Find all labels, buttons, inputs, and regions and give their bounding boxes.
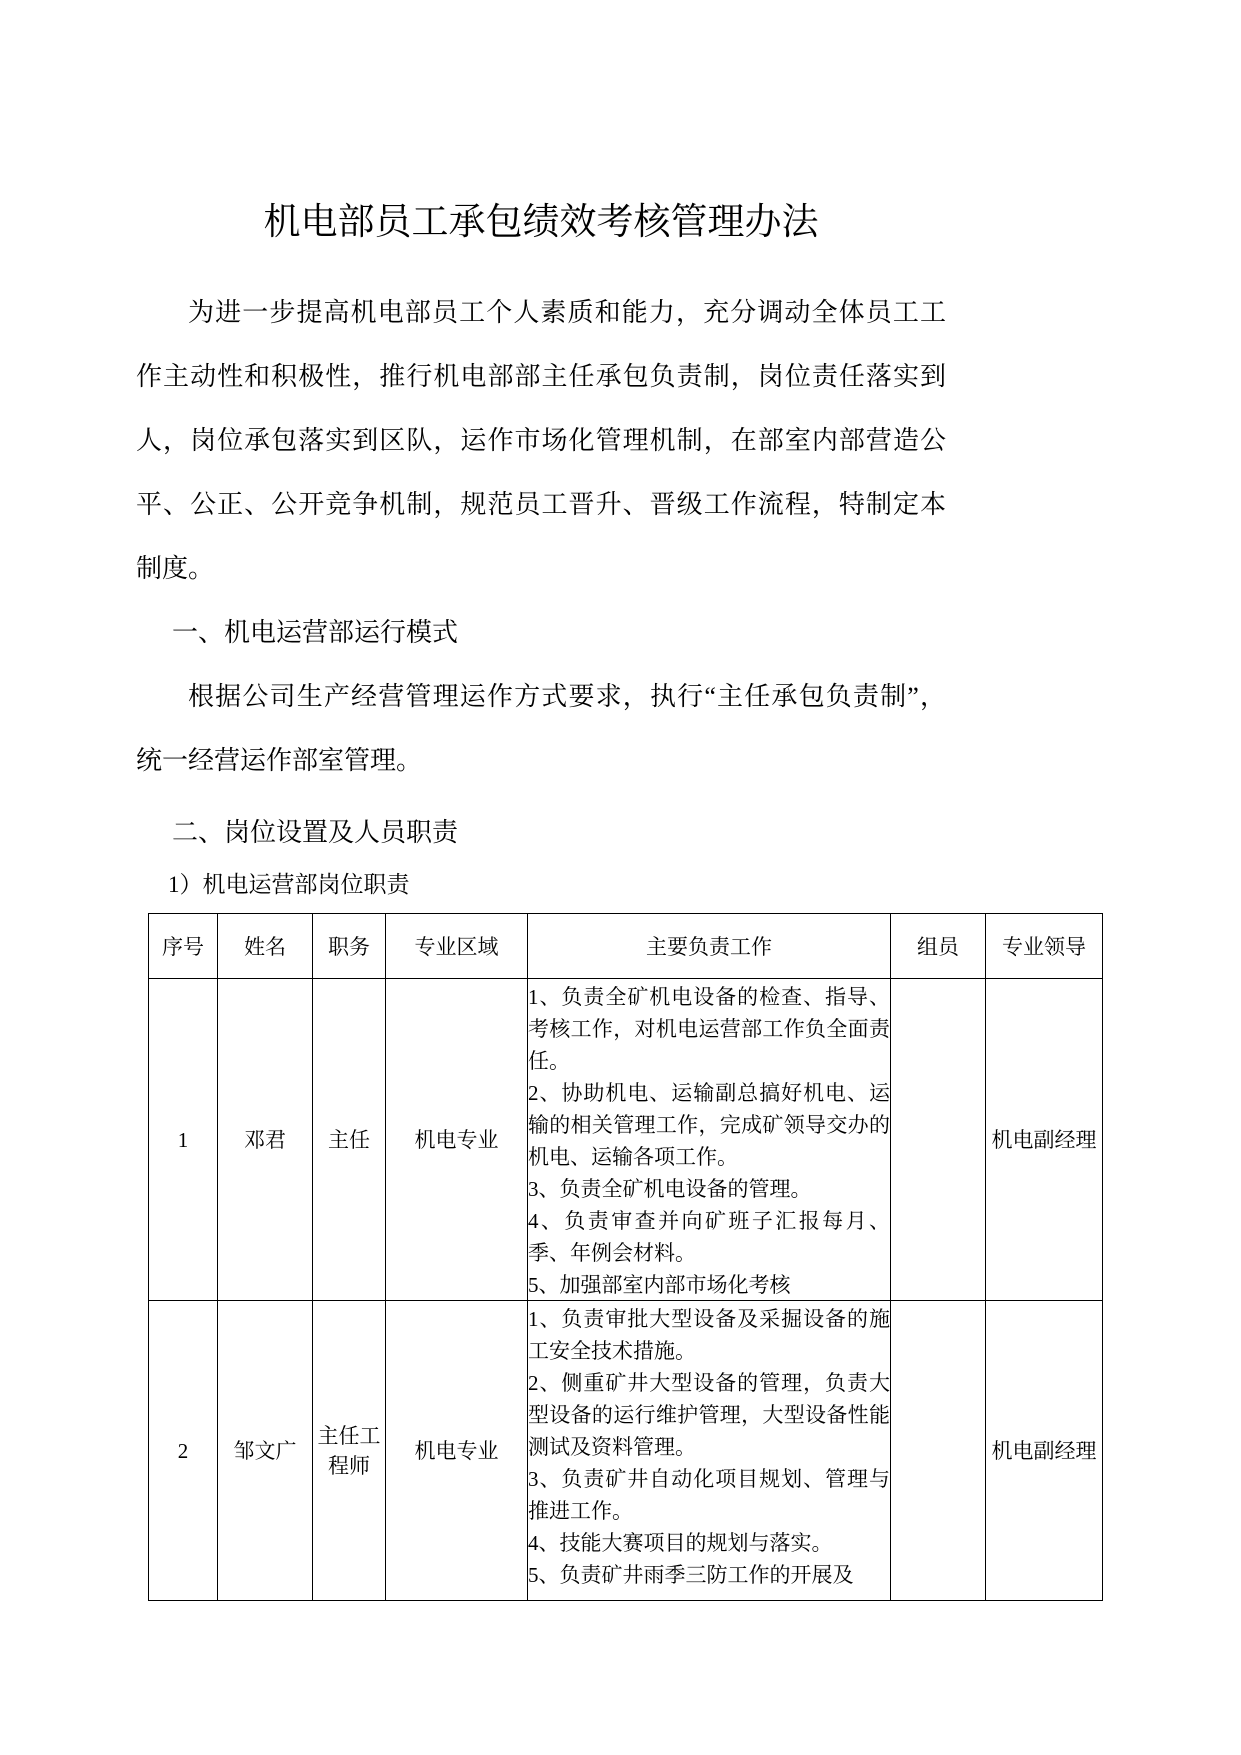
position-duty-table: [148, 913, 1103, 1601]
cell-specialty-area: 机电专业: [386, 979, 528, 1301]
duty-item: 1、负责审批大型设备及采掘设备的施工安全技术措施。: [528, 1306, 890, 1363]
duty-item: 2、侧重矿井大型设备的管理，负责大型设备的运行维护管理，大型设备性能测试及资料管理。: [528, 1370, 890, 1459]
duty-item: 5、负责矿井雨季三防工作的开展及: [528, 1562, 854, 1587]
intro-line: 平、公正、公开竞争机制，规范员工晋升、晋级工作流程，特制定本: [136, 490, 946, 519]
cell-specialty-leader: 机电副经理: [986, 979, 1103, 1301]
cell-serial-number: 2: [149, 1301, 218, 1601]
table-row: [149, 1301, 1103, 1601]
section-one-paragraph: [136, 665, 946, 793]
cell-team-members: [891, 1301, 986, 1601]
document-title: 机电部员工承包绩效考核管理办法: [263, 202, 819, 243]
header-specialty-leader: 专业领导: [986, 914, 1103, 979]
section-one-line: 根据公司生产经营管理运作方式要求，执行“主任承包负责制”，: [188, 682, 946, 711]
intro-line: 为进一步提高机电部员工个人素质和能力，充分调动全体员工工: [188, 298, 946, 327]
header-specialty-area: 专业区域: [386, 914, 528, 979]
header-team-members: 组员: [891, 914, 986, 979]
intro-line: 人，岗位承包落实到区队，运作市场化管理机制，在部室内部营造公: [136, 426, 946, 455]
header-serial-number: 序号: [149, 914, 218, 979]
section-two-sub-heading: 1）机电运营部岗位职责: [168, 872, 410, 897]
cell-team-members: [891, 979, 986, 1301]
cell-serial-number: 1: [149, 979, 218, 1301]
header-main-duties: 主要负责工作: [528, 914, 891, 979]
duty-item: 3、负责矿井自动化项目规划、管理与推进工作。: [528, 1466, 890, 1523]
cell-position: 主任工程师: [313, 1301, 386, 1601]
cell-name: 邓君: [218, 979, 313, 1301]
section-two-heading: 二、岗位设置及人员职责: [172, 818, 459, 847]
duties-list: [528, 1303, 890, 1599]
table-row: [149, 979, 1103, 1301]
header-name: 姓名: [218, 914, 313, 979]
cell-position: 主任: [313, 979, 386, 1301]
duty-item: 5、加强部室内部市场化考核: [528, 1272, 791, 1297]
duties-list: [528, 981, 890, 1299]
cell-main-duties: [528, 1301, 891, 1601]
document-content: [136, 198, 946, 907]
intro-line: 制度。: [136, 554, 215, 583]
cell-name: 邹文广: [218, 1301, 313, 1601]
section-one-heading: 一、机电运营部运行模式: [172, 618, 459, 647]
duty-item: 1、负责全矿机电设备的检查、指导、考核工作，对机电运营部工作负全面责任。: [528, 984, 890, 1073]
duty-item: 2、协助机电、运输副总搞好机电、运输的相关管理工作，完成矿领导交办的机电、运输各项工作。: [528, 1080, 890, 1169]
intro-line: 作主动性和积极性，推行机电部部主任承包负责制，岗位责任落实到: [136, 362, 946, 391]
duty-item: 4、负责审查并向矿班子汇报每月、季、年例会材料。: [528, 1208, 890, 1265]
table-header-row: [149, 914, 1103, 979]
cell-main-duties: [528, 979, 891, 1301]
duty-item: 3、负责全矿机电设备的管理。: [528, 1176, 812, 1201]
duty-item: 4、技能大赛项目的规划与落实。: [528, 1530, 833, 1555]
header-position: 职务: [313, 914, 386, 979]
section-one-line: 统一经营运作部室管理。: [136, 746, 423, 775]
cell-specialty-leader: 机电副经理: [986, 1301, 1103, 1601]
intro-paragraph: [136, 281, 946, 601]
cell-specialty-area: 机电专业: [386, 1301, 528, 1601]
